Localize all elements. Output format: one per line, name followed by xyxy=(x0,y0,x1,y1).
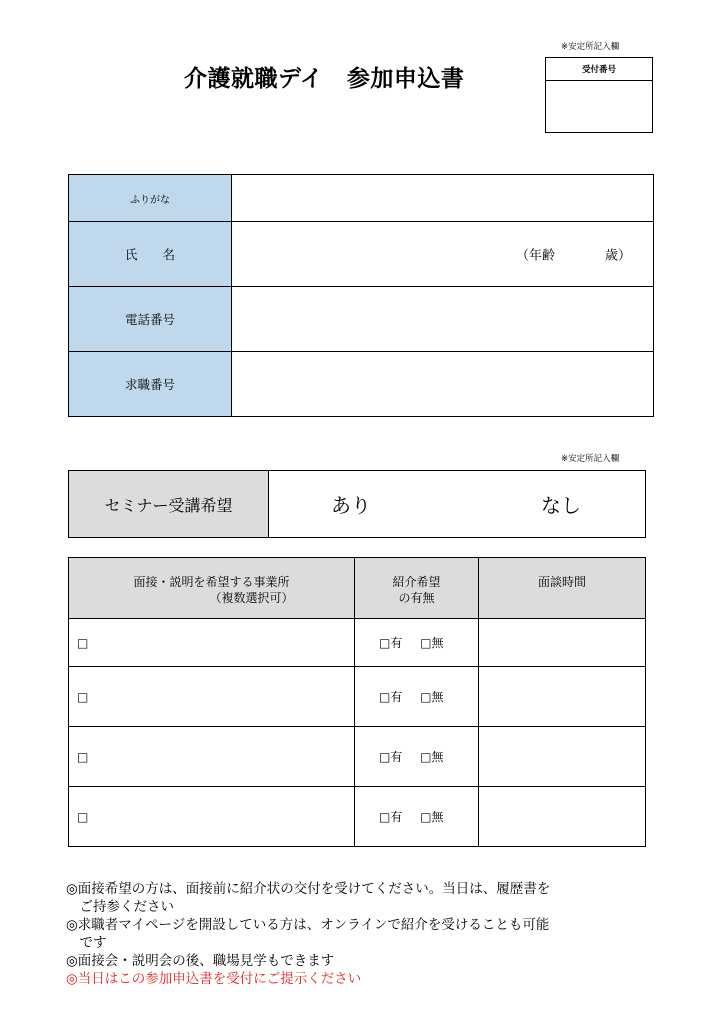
note-workplace-tour: ◎面接会・説明会の後、職場見学もできます xyxy=(66,953,335,969)
interview-table-header xyxy=(69,558,646,619)
office-checkbox[interactable]: □ xyxy=(69,727,355,787)
interview-time-field[interactable] xyxy=(479,619,646,667)
receipt-number-label: 受付番号 xyxy=(546,58,652,81)
note-interview-referral-line2: ご持参ください xyxy=(66,899,174,915)
referral-cell xyxy=(355,619,479,667)
job-seeker-number-field[interactable] xyxy=(232,352,654,417)
name-field[interactable] xyxy=(232,222,654,287)
referral-yes-checkbox[interactable]: □有 xyxy=(379,690,403,704)
note-interview-referral-line1: ◎面接希望の方は、面接前に紹介状の交付を受けてください。当日は、履歴書を xyxy=(66,881,551,897)
office-checkbox[interactable]: □ xyxy=(69,667,355,727)
interview-time-field[interactable] xyxy=(479,727,646,787)
time-column-header: 面談時間 xyxy=(479,558,646,619)
interview-time-field[interactable] xyxy=(479,787,646,847)
interview-time-field[interactable] xyxy=(479,667,646,727)
referral-yes-checkbox[interactable]: □有 xyxy=(379,636,403,650)
referral-no-checkbox[interactable]: □無 xyxy=(420,690,444,704)
referral-yes-checkbox[interactable]: □有 xyxy=(379,750,403,764)
phone-label: 電話番号 xyxy=(69,287,232,352)
table-row xyxy=(69,619,646,667)
referral-no-checkbox[interactable]: □無 xyxy=(420,636,444,650)
office-use-note-seminar: ※安定所記入欄 xyxy=(561,454,620,464)
office-checkbox[interactable]: □ xyxy=(69,619,355,667)
job-seeker-number-row xyxy=(69,352,654,417)
name-row xyxy=(69,222,654,287)
table-row xyxy=(69,667,646,727)
page-title: 介護就職デイ 参加申込書 xyxy=(184,66,465,92)
name-label: 氏 名 xyxy=(69,222,232,287)
interview-table xyxy=(68,557,646,847)
age-close-label: 歳） xyxy=(604,248,631,264)
referral-no-checkbox[interactable]: □無 xyxy=(420,750,444,764)
receipt-number-field[interactable] xyxy=(546,81,652,133)
note-online-referral-line2: です xyxy=(66,935,107,951)
furigana-row xyxy=(69,175,654,222)
office-checkbox[interactable]: □ xyxy=(69,787,355,847)
seminar-option-yes[interactable]: あり xyxy=(331,493,371,518)
referral-yes-checkbox[interactable]: □有 xyxy=(379,810,403,824)
table-row xyxy=(69,727,646,787)
applicant-info-table xyxy=(68,174,654,417)
age-open-label: （年齢 xyxy=(516,248,556,264)
phone-field[interactable] xyxy=(232,287,654,352)
office-column-header-line1: 面接・説明を希望する事業所 xyxy=(133,575,290,589)
referral-cell xyxy=(355,667,479,727)
table-row xyxy=(69,787,646,847)
referral-no-checkbox[interactable]: □無 xyxy=(420,810,444,824)
job-seeker-number-label: 求職番号 xyxy=(69,352,232,417)
referral-column-header xyxy=(355,558,479,619)
referral-cell xyxy=(355,787,479,847)
seminar-option-no[interactable]: なし xyxy=(541,493,581,518)
seminar-label: セミナー受講希望 xyxy=(69,471,269,538)
seminar-table xyxy=(68,470,646,538)
referral-column-header-line2: の有無 xyxy=(398,591,435,605)
office-column-header xyxy=(69,558,355,619)
office-use-note: ※安定所記入欄 xyxy=(561,42,620,52)
phone-row xyxy=(69,287,654,352)
furigana-label: ふりがな xyxy=(69,175,232,222)
notes-section xyxy=(66,880,550,988)
note-present-form: ◎当日はこの参加申込書を受付にご提示ください xyxy=(66,971,362,987)
seminar-options xyxy=(269,471,646,538)
note-online-referral-line1: ◎求職者マイページを開設している方は、オンラインで紹介を受けることも可能 xyxy=(66,917,550,933)
receipt-number-box xyxy=(545,57,653,133)
office-column-header-line2: （複数選択可） xyxy=(209,591,294,605)
furigana-field[interactable] xyxy=(232,175,654,222)
referral-column-header-line1: 紹介希望 xyxy=(392,575,441,589)
referral-cell xyxy=(355,727,479,787)
